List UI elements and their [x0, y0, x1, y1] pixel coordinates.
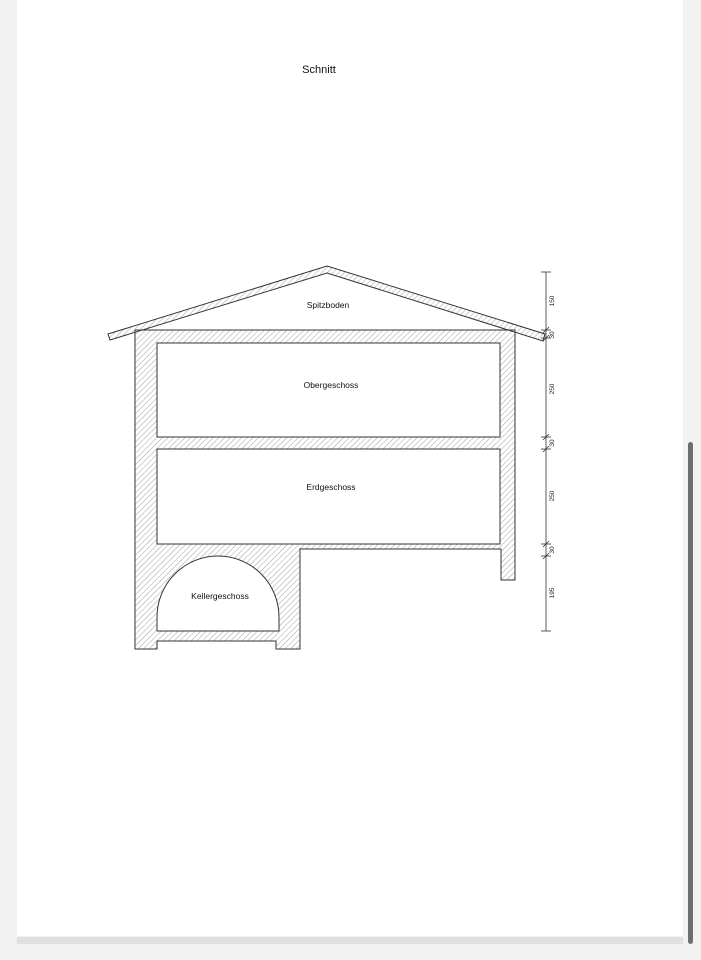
dimension-label: 250	[549, 383, 556, 395]
wall-hatching	[17, 0, 683, 936]
dimension-label: 30	[549, 331, 556, 339]
dimension-label: 195	[549, 587, 556, 599]
room-label-ground-floor: Erdgeschoss	[306, 482, 356, 492]
dimension-label: 250	[549, 490, 556, 502]
drawing-page	[17, 0, 683, 936]
dimension-label: 150	[549, 295, 556, 307]
building-section-drawing	[17, 0, 683, 936]
room-label-cellar: Kellergeschoss	[191, 591, 249, 601]
dimension-label: 30	[549, 439, 556, 447]
room-label-attic: Spitzboden	[306, 300, 350, 310]
dimension-label: 30	[549, 546, 556, 554]
horizontal-scrollbar[interactable]	[17, 937, 683, 944]
vertical-scrollbar[interactable]	[688, 442, 693, 944]
room-label-upper-floor: Obergeschoss	[303, 380, 359, 390]
